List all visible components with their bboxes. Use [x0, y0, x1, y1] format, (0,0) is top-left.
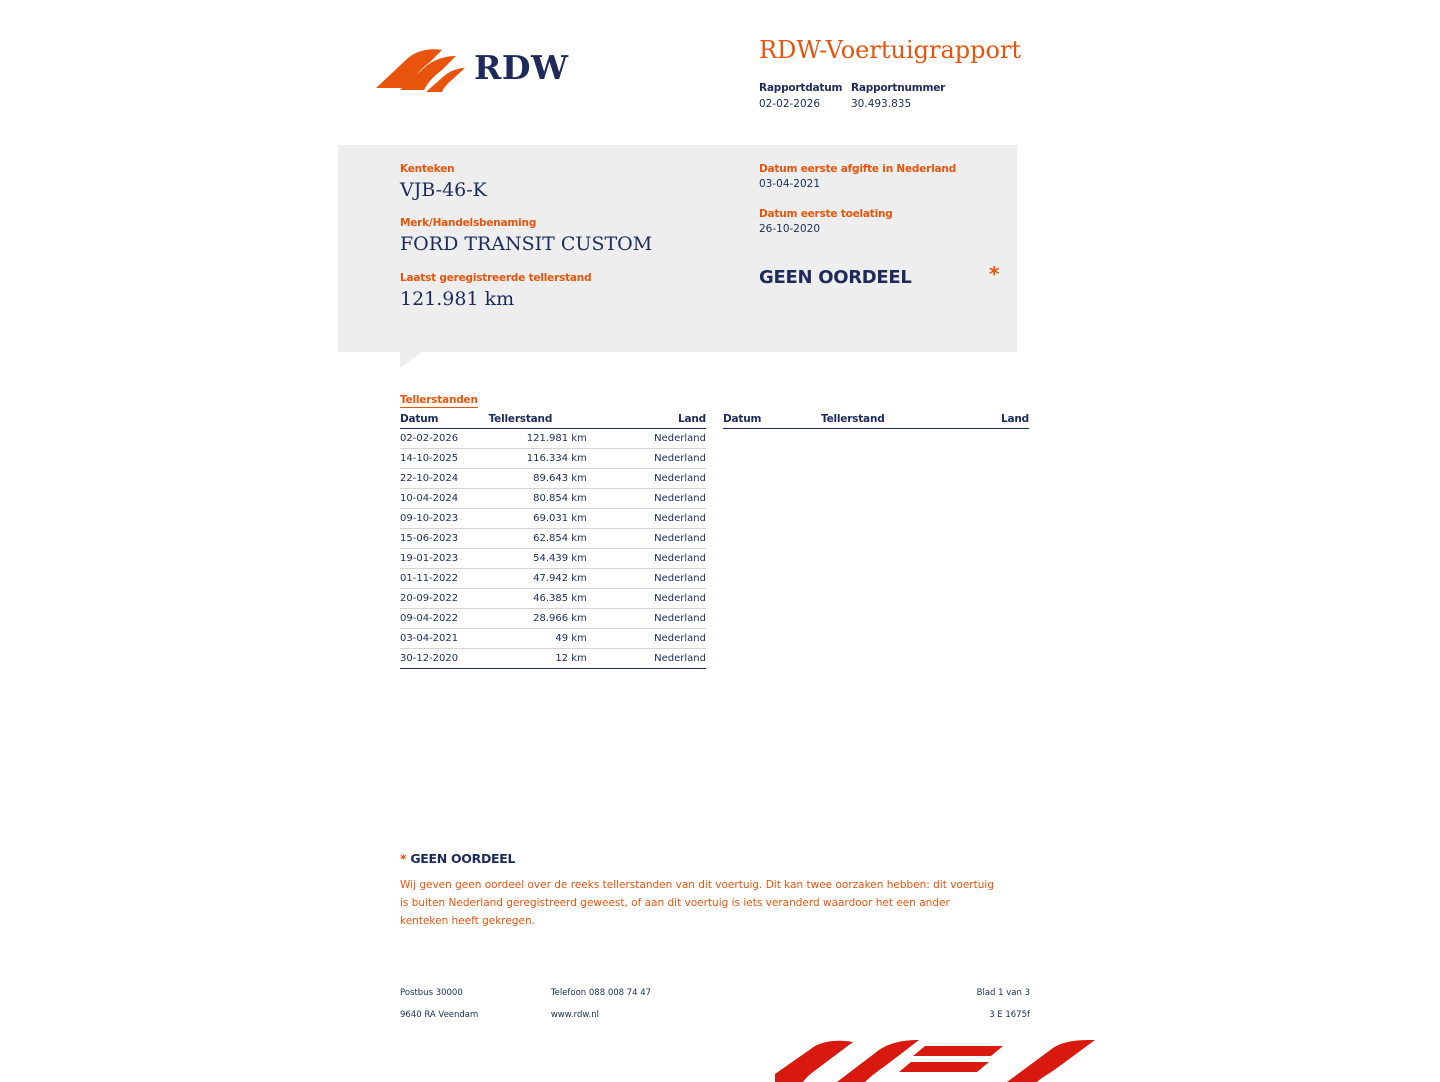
footer-website[interactable]: www.rdw.nl	[550, 1010, 599, 1020]
cell-date: 20-09-2022	[400, 589, 489, 609]
first-registration-nl-value: 03-04-2021	[759, 178, 821, 190]
rdw-logo-mark-icon	[374, 48, 466, 94]
cell-country: Nederland	[619, 469, 706, 489]
verdict-badge: GEEN OORDEEL	[759, 267, 912, 288]
table-row	[400, 649, 706, 669]
footnote-body: Wij geven geen oordeel over de reeks tellerstanden van dit voertuig. Dit kan twee oorzaken hebben: dit voertuig is buiten Nederland geregistreerd geweest, of aan dit voertuig is iets veranderd waardoor het een ander kenteken heeft gekregen.	[400, 879, 994, 928]
report-date-label: Rapportdatum	[759, 82, 843, 94]
first-admission-label: Datum eerste toelating	[759, 208, 893, 220]
cell-date: 30-12-2020	[400, 649, 489, 669]
column-header-reading: Tellerstand	[821, 411, 931, 429]
cell-country: Nederland	[619, 569, 706, 589]
report-number-label: Rapportnummer	[851, 82, 946, 94]
cell-reading: 121.981 km	[489, 429, 619, 449]
cell-date: 02-02-2026	[400, 429, 489, 449]
table-row	[400, 609, 706, 629]
odometer-section-title: Tellerstanden	[400, 394, 478, 406]
odometer-rows-left	[400, 429, 706, 669]
column-header-date: Datum	[400, 411, 489, 429]
page-title: RDW-Voertuigrapport	[759, 36, 1022, 64]
make-value: FORD TRANSIT CUSTOM	[400, 233, 653, 256]
cell-country: Nederland	[619, 489, 706, 509]
cell-reading: 89.643 km	[489, 469, 619, 489]
last-odometer-value: 121.981 km	[400, 287, 515, 310]
footnote-star: *	[400, 851, 407, 866]
table-header-row	[400, 411, 706, 429]
rdw-logo	[374, 30, 594, 100]
cell-reading: 80.854 km	[489, 489, 619, 509]
cell-date: 09-04-2022	[400, 609, 489, 629]
cell-date: 22-10-2024	[400, 469, 489, 489]
cell-reading: 28.966 km	[489, 609, 619, 629]
table-row	[400, 529, 706, 549]
cell-date: 09-10-2023	[400, 509, 489, 529]
cell-reading: 54.439 km	[489, 549, 619, 569]
rdw-logo-text: RDW	[474, 48, 569, 87]
last-odometer-label: Laatst geregistreerde tellerstand	[400, 271, 592, 284]
cell-country: Nederland	[619, 529, 706, 549]
first-registration-nl-label: Datum eerste afgifte in Nederland	[759, 163, 957, 175]
cell-reading: 69.031 km	[489, 509, 619, 529]
cell-country: Nederland	[619, 589, 706, 609]
table-row	[400, 569, 706, 589]
table-row	[400, 629, 706, 649]
footer-decorative-graphic-icon	[775, 1040, 1105, 1082]
column-header-reading: Tellerstand	[489, 411, 619, 429]
report-number-value: 30.493.835	[851, 98, 912, 110]
cell-reading: 46.385 km	[489, 589, 619, 609]
cell-country: Nederland	[619, 429, 706, 449]
summary-left-column	[400, 163, 720, 326]
vehicle-summary-panel	[338, 145, 1017, 352]
table-row	[400, 509, 706, 529]
footer-address-line1: Postbus 30000	[400, 988, 463, 998]
column-header-country: Land	[619, 411, 706, 429]
footnote-title-text: GEEN OORDEEL	[410, 851, 516, 866]
cell-country: Nederland	[619, 449, 706, 469]
cell-reading: 62.854 km	[489, 529, 619, 549]
cell-country: Nederland	[619, 649, 706, 669]
cell-country: Nederland	[619, 549, 706, 569]
cell-date: 01-11-2022	[400, 569, 489, 589]
first-admission-value: 26-10-2020	[759, 223, 821, 235]
cell-country: Nederland	[619, 509, 706, 529]
footer-phone: Telefoon 088 008 74 47	[550, 988, 652, 998]
column-header-date: Datum	[723, 411, 821, 429]
odometer-table-right	[723, 411, 1029, 429]
make-label: Merk/Handelsbenaming	[400, 217, 537, 230]
licence-label: Kenteken	[400, 163, 455, 175]
cell-reading: 12 km	[489, 649, 619, 669]
table-header-row	[723, 411, 1029, 429]
column-header-country: Land	[931, 411, 1029, 429]
report-meta	[759, 82, 1179, 110]
footer-page-number: Blad 1 van 3	[976, 988, 1030, 998]
table-row	[400, 449, 706, 469]
summary-right-column	[759, 163, 1009, 253]
licence-value: VJB-46-K	[400, 179, 487, 201]
cell-date: 03-04-2021	[400, 629, 489, 649]
footnote-title	[400, 851, 1000, 866]
panel-notch	[400, 352, 422, 368]
table-row	[400, 469, 706, 489]
table-row	[400, 489, 706, 509]
odometer-table-left	[400, 411, 706, 669]
table-row	[400, 549, 706, 569]
cell-date: 14-10-2025	[400, 449, 489, 469]
footer-address-line2: 9640 RA Veendam	[400, 1010, 479, 1020]
cell-reading: 49 km	[489, 629, 619, 649]
verdict-footnote	[400, 851, 1000, 930]
cell-country: Nederland	[619, 609, 706, 629]
cell-reading: 47.942 km	[489, 569, 619, 589]
cell-date: 15-06-2023	[400, 529, 489, 549]
table-row	[400, 429, 706, 449]
table-row	[400, 589, 706, 609]
footer-doc-code: 3 E 1675f	[989, 1010, 1030, 1020]
verdict-footnote-marker: *	[989, 262, 1000, 286]
page-footer	[400, 988, 1030, 1032]
report-date-value: 02-02-2026	[759, 98, 821, 110]
cell-date: 10-04-2024	[400, 489, 489, 509]
cell-reading: 116.334 km	[489, 449, 619, 469]
cell-country: Nederland	[619, 629, 706, 649]
cell-date: 19-01-2023	[400, 549, 489, 569]
